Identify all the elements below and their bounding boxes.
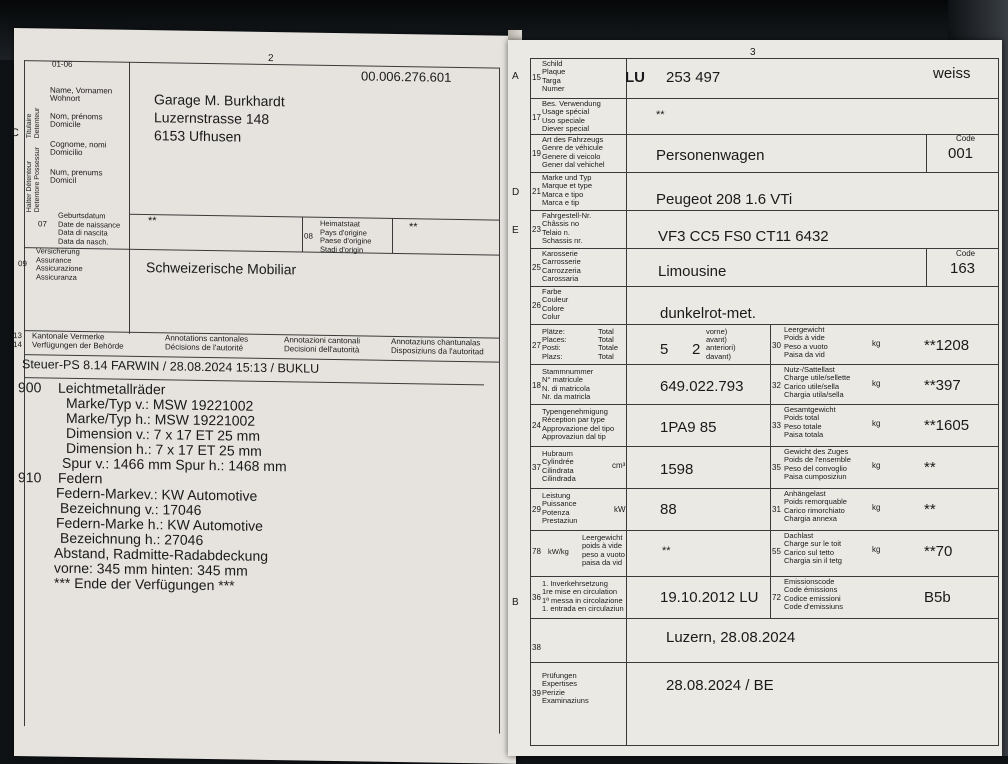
note-code: 910	[18, 469, 42, 486]
field-78-unit: kW/kg	[548, 547, 569, 556]
plate-number: 253 497	[666, 69, 721, 86]
note-text: Marke/Typ v.: MSW 19221002	[66, 394, 254, 414]
field-07-value: **	[148, 215, 157, 228]
section-letter-c: C	[11, 126, 19, 140]
displacement-value: 1598	[660, 461, 694, 478]
holder-street: Luzernstrasse 148	[154, 109, 270, 128]
field-13-label-fr: Annotations cantonales Décisions de l'autorité	[165, 333, 249, 353]
field-33-number: 33	[772, 421, 781, 430]
make-model-value: Peugeot 208 1.6 VTi	[656, 191, 793, 208]
field-55-unit: kg	[872, 545, 881, 554]
note-text: *** Ende der Verfügungen ***	[54, 574, 235, 594]
field-21-number: 21	[532, 187, 541, 196]
field-33-value: **1605	[924, 417, 970, 434]
field-15-label: Schild Plaque Targa Numer	[542, 59, 566, 94]
note-text: Dimension v.: 7 x 17 ET 25 mm	[66, 424, 260, 444]
field-78-number: 78	[532, 547, 541, 556]
steuer-line: Steuer-PS 8.14 FARWIN / 28.08.2024 15:13 / BUKLU	[22, 357, 320, 376]
field-31-unit: kg	[872, 503, 881, 512]
matricule-value: 649.022.793	[660, 378, 744, 395]
field-27-label-total: Total Total Totale Total	[598, 327, 619, 361]
field-72-number: 72	[772, 593, 781, 602]
plate-prefix: LU	[625, 69, 645, 86]
field-25-number: 25	[532, 263, 541, 272]
field-32-label: Nutz-/Sattellast Charge utile/sellette Carico utile/sella Chargia utila/sella	[784, 365, 851, 400]
field-27-label-front: vorne) avant) anteriori) davant)	[706, 327, 736, 361]
section-letter-b: B	[512, 597, 519, 608]
holder-label-rm: Num, prenums Domicil	[50, 167, 103, 186]
field-07-number: 07	[38, 219, 47, 229]
field-31-value: **	[924, 501, 936, 518]
notes-block	[18, 380, 488, 597]
field-33-label: Gesamtgewicht Poids total Peso totale Paisa totala	[784, 405, 836, 440]
first-registration-value: 19.10.2012 LU	[660, 589, 759, 606]
field-24-number: 24	[532, 421, 541, 430]
field-35-label: Gewicht des Zuges Poids de l'ensemble Peso del convoglio Paisa cumposiziun	[784, 447, 851, 482]
field-37-unit: cm³	[612, 461, 626, 470]
seats-front-value: 2	[692, 341, 701, 358]
type-approval-value: 1PA9 85	[660, 419, 717, 436]
vin-value: VF3 CC5 FS0 CT11 6432	[658, 228, 829, 245]
field-29-number: 29	[532, 505, 541, 514]
field-24-label: Typengenehmigung Réception par type Approvazione del tipo Approvaziun dal tip	[542, 407, 615, 442]
field-31-number: 31	[772, 505, 781, 514]
field-32-number: 32	[772, 381, 781, 390]
note-text: Bezeichnung h.: 27046	[60, 529, 204, 548]
field-18-number: 18	[532, 381, 541, 390]
field-35-number: 35	[772, 463, 781, 472]
field-13-14-number: 13 14	[13, 330, 22, 350]
field-33-unit: kg	[872, 419, 881, 428]
issue-place-date: Luzern, 28.08.2024	[666, 629, 796, 646]
field-39-label: Prüfungen Expertises Perizie Examinaziuns	[542, 671, 589, 706]
note-text: Spur v.: 1466 mm Spur h.: 1468 mm	[62, 454, 287, 475]
field-17-number: 17	[532, 113, 541, 122]
note-text: Federn-Markev.: KW Automotive	[56, 484, 258, 504]
field-29-unit: kW	[614, 505, 626, 514]
field-21-label: Marke und Typ Marque et type Marca e tipo Marca e tip	[542, 173, 593, 208]
field-08-number: 08	[304, 231, 313, 241]
field-08-label: Heimatstaat Pays d'origine Paese d'origine Stadi d'origin	[320, 218, 372, 254]
special-use-value: **	[656, 109, 665, 121]
power-value: 88	[660, 501, 677, 518]
vertical-label-3: Titulaire	[26, 113, 33, 139]
field-32-value: **397	[924, 377, 961, 394]
vehicle-type-code: 001	[948, 145, 974, 162]
field-37-label: Hubraum Cylindrée Cilindrata Cilindrada	[542, 449, 576, 484]
body-value: Limousine	[658, 263, 727, 280]
inspection-value: 28.08.2024 / BE	[666, 677, 774, 694]
field-27-label: Plätze: Places: Posti: Plazs:	[542, 327, 567, 361]
vehicle-type-code-label: Code	[956, 134, 976, 143]
field-30-label: Leergewicht Poids à vide Peso a vuoto Paisa da vid	[784, 325, 828, 360]
field-26-label: Farbe Couleur Colore Colur	[542, 287, 569, 322]
note-text: Marke/Typ h.: MSW 19221002	[66, 409, 256, 429]
field-35-value: **	[924, 459, 936, 476]
holder-name: Garage M. Burkhardt	[154, 91, 285, 110]
right-page	[508, 40, 1002, 756]
section-letter-e: E	[512, 225, 519, 236]
document-number: 00.006.276.601	[361, 68, 452, 85]
field-72-value: B5b	[924, 589, 951, 606]
field-38-number: 38	[532, 643, 541, 652]
field-17-label: Bes. Verwendung Usage spécial Uso speciale Diever special	[542, 99, 601, 134]
note-text: Dimension h.: 7 x 17 ET 25 mm	[66, 439, 262, 459]
insurance-value: Schweizerische Mobiliar	[146, 259, 297, 278]
column-number: 2	[268, 52, 274, 65]
field-19-number: 19	[532, 149, 541, 158]
corner-code: 01-06	[52, 59, 73, 69]
holder-city: 6153 Ufhusen	[154, 127, 242, 145]
holder-label-de: Name, Vornamen Wohnort	[50, 85, 113, 104]
field-09-number: 09	[18, 259, 27, 269]
left-page	[11, 28, 516, 764]
vertical-label-4: Detenteur	[34, 107, 41, 139]
field-36-number: 36	[532, 593, 541, 602]
seats-total-value: 5	[660, 341, 669, 358]
field-25-label: Karosserie Carrosserie Carrozzeria Carossaria	[542, 249, 581, 284]
vertical-label-2: Detentore Possessur	[34, 146, 41, 213]
field-55-number: 55	[772, 547, 781, 556]
field-55-value: **70	[924, 543, 953, 560]
field-13-label-it: Annotazioni cantonali Decisioni dell'autorità	[284, 335, 361, 355]
body-code: 163	[950, 260, 976, 277]
field-29-label: Leistung Puissance Potenza Prestaziun	[542, 491, 578, 526]
field-23-label: Fahrgestell-Nr. Châssis no Telaio n. Schassis nr.	[542, 211, 592, 246]
field-78-label: Leergewicht poids à vide peso a vuoto paisa da vid	[582, 533, 625, 568]
field-08-value: **	[409, 221, 418, 234]
field-72-label: Emissionscode Code émissions Codice emissioni Code d'emissiuns	[784, 577, 843, 612]
note-text: Federn	[58, 469, 103, 487]
field-32-unit: kg	[872, 379, 881, 388]
field-39-number: 39	[532, 689, 541, 698]
note-text: Leichtmetallräder	[58, 379, 166, 398]
field-18-label: Stammnummer N° matricule N. di matricola Nr. da matricla	[542, 367, 594, 402]
field-15-number: 15	[532, 73, 541, 82]
plate-color: weiss	[933, 65, 971, 82]
field-31-label: Anhängelast Poids remorquable Carico rimorchiato Chargia annexa	[784, 489, 847, 524]
body-code-label: Code	[956, 249, 976, 258]
section-letter-a: A	[512, 71, 519, 82]
field-27-number: 27	[532, 341, 541, 350]
field-19-label: Art des Fahrzeugs Genre de véhicule Genere di veicolo Gener dal vehichel	[542, 135, 605, 170]
column-number-right: 3	[750, 47, 756, 58]
field-30-unit: kg	[872, 339, 881, 348]
field-13-label-de: Kantonale Vermerke Verfügungen der Behörde	[32, 331, 124, 351]
vertical-label-1: Halter Détenteur	[26, 160, 33, 213]
field-13-label-rm: Annotaziuns chantunalas Disposiziuns da l'autoritad	[391, 336, 484, 357]
note-text: Abstand, Radmitte-Radabdeckung	[54, 544, 269, 564]
field-35-unit: kg	[872, 461, 881, 470]
field-37-number: 37	[532, 463, 541, 472]
field-09-label: Versicherung Assurance Assicurazione Assicuranza	[36, 246, 83, 282]
field-30-number: 30	[772, 341, 781, 350]
vehicle-type-value: Personenwagen	[656, 147, 765, 164]
field-07-label: Geburtsdatum Date de naissance Data di nascita Data da nasch.	[58, 210, 121, 246]
color-value: dunkelrot-met.	[660, 305, 756, 322]
field-36-label: 1. Inverkehrsetzung 1re mise en circulation 1ª messa in circolazione 1. entrada en circulaziun	[542, 579, 624, 614]
holder-label-it: Cognome, nomi Domicilio	[50, 139, 107, 158]
note-text: vorne: 345 mm hinten: 345 mm	[54, 559, 248, 579]
note-code: 900	[18, 379, 42, 396]
field-26-number: 26	[532, 301, 541, 310]
holder-label-fr: Nom, prénoms Domicile	[50, 111, 103, 130]
field-23-number: 23	[532, 225, 541, 234]
note-text: Federn-Marke h.: KW Automotive	[56, 514, 263, 534]
section-letter-d: D	[512, 187, 520, 198]
power-weight-value: **	[662, 545, 671, 557]
field-30-value: **1208	[924, 337, 970, 354]
note-text: Bezeichnung v.: 17046	[60, 499, 202, 518]
field-55-label: Dachlast Charge sur le toit Carico sul tetto Chargia sin il tetg	[784, 531, 842, 566]
